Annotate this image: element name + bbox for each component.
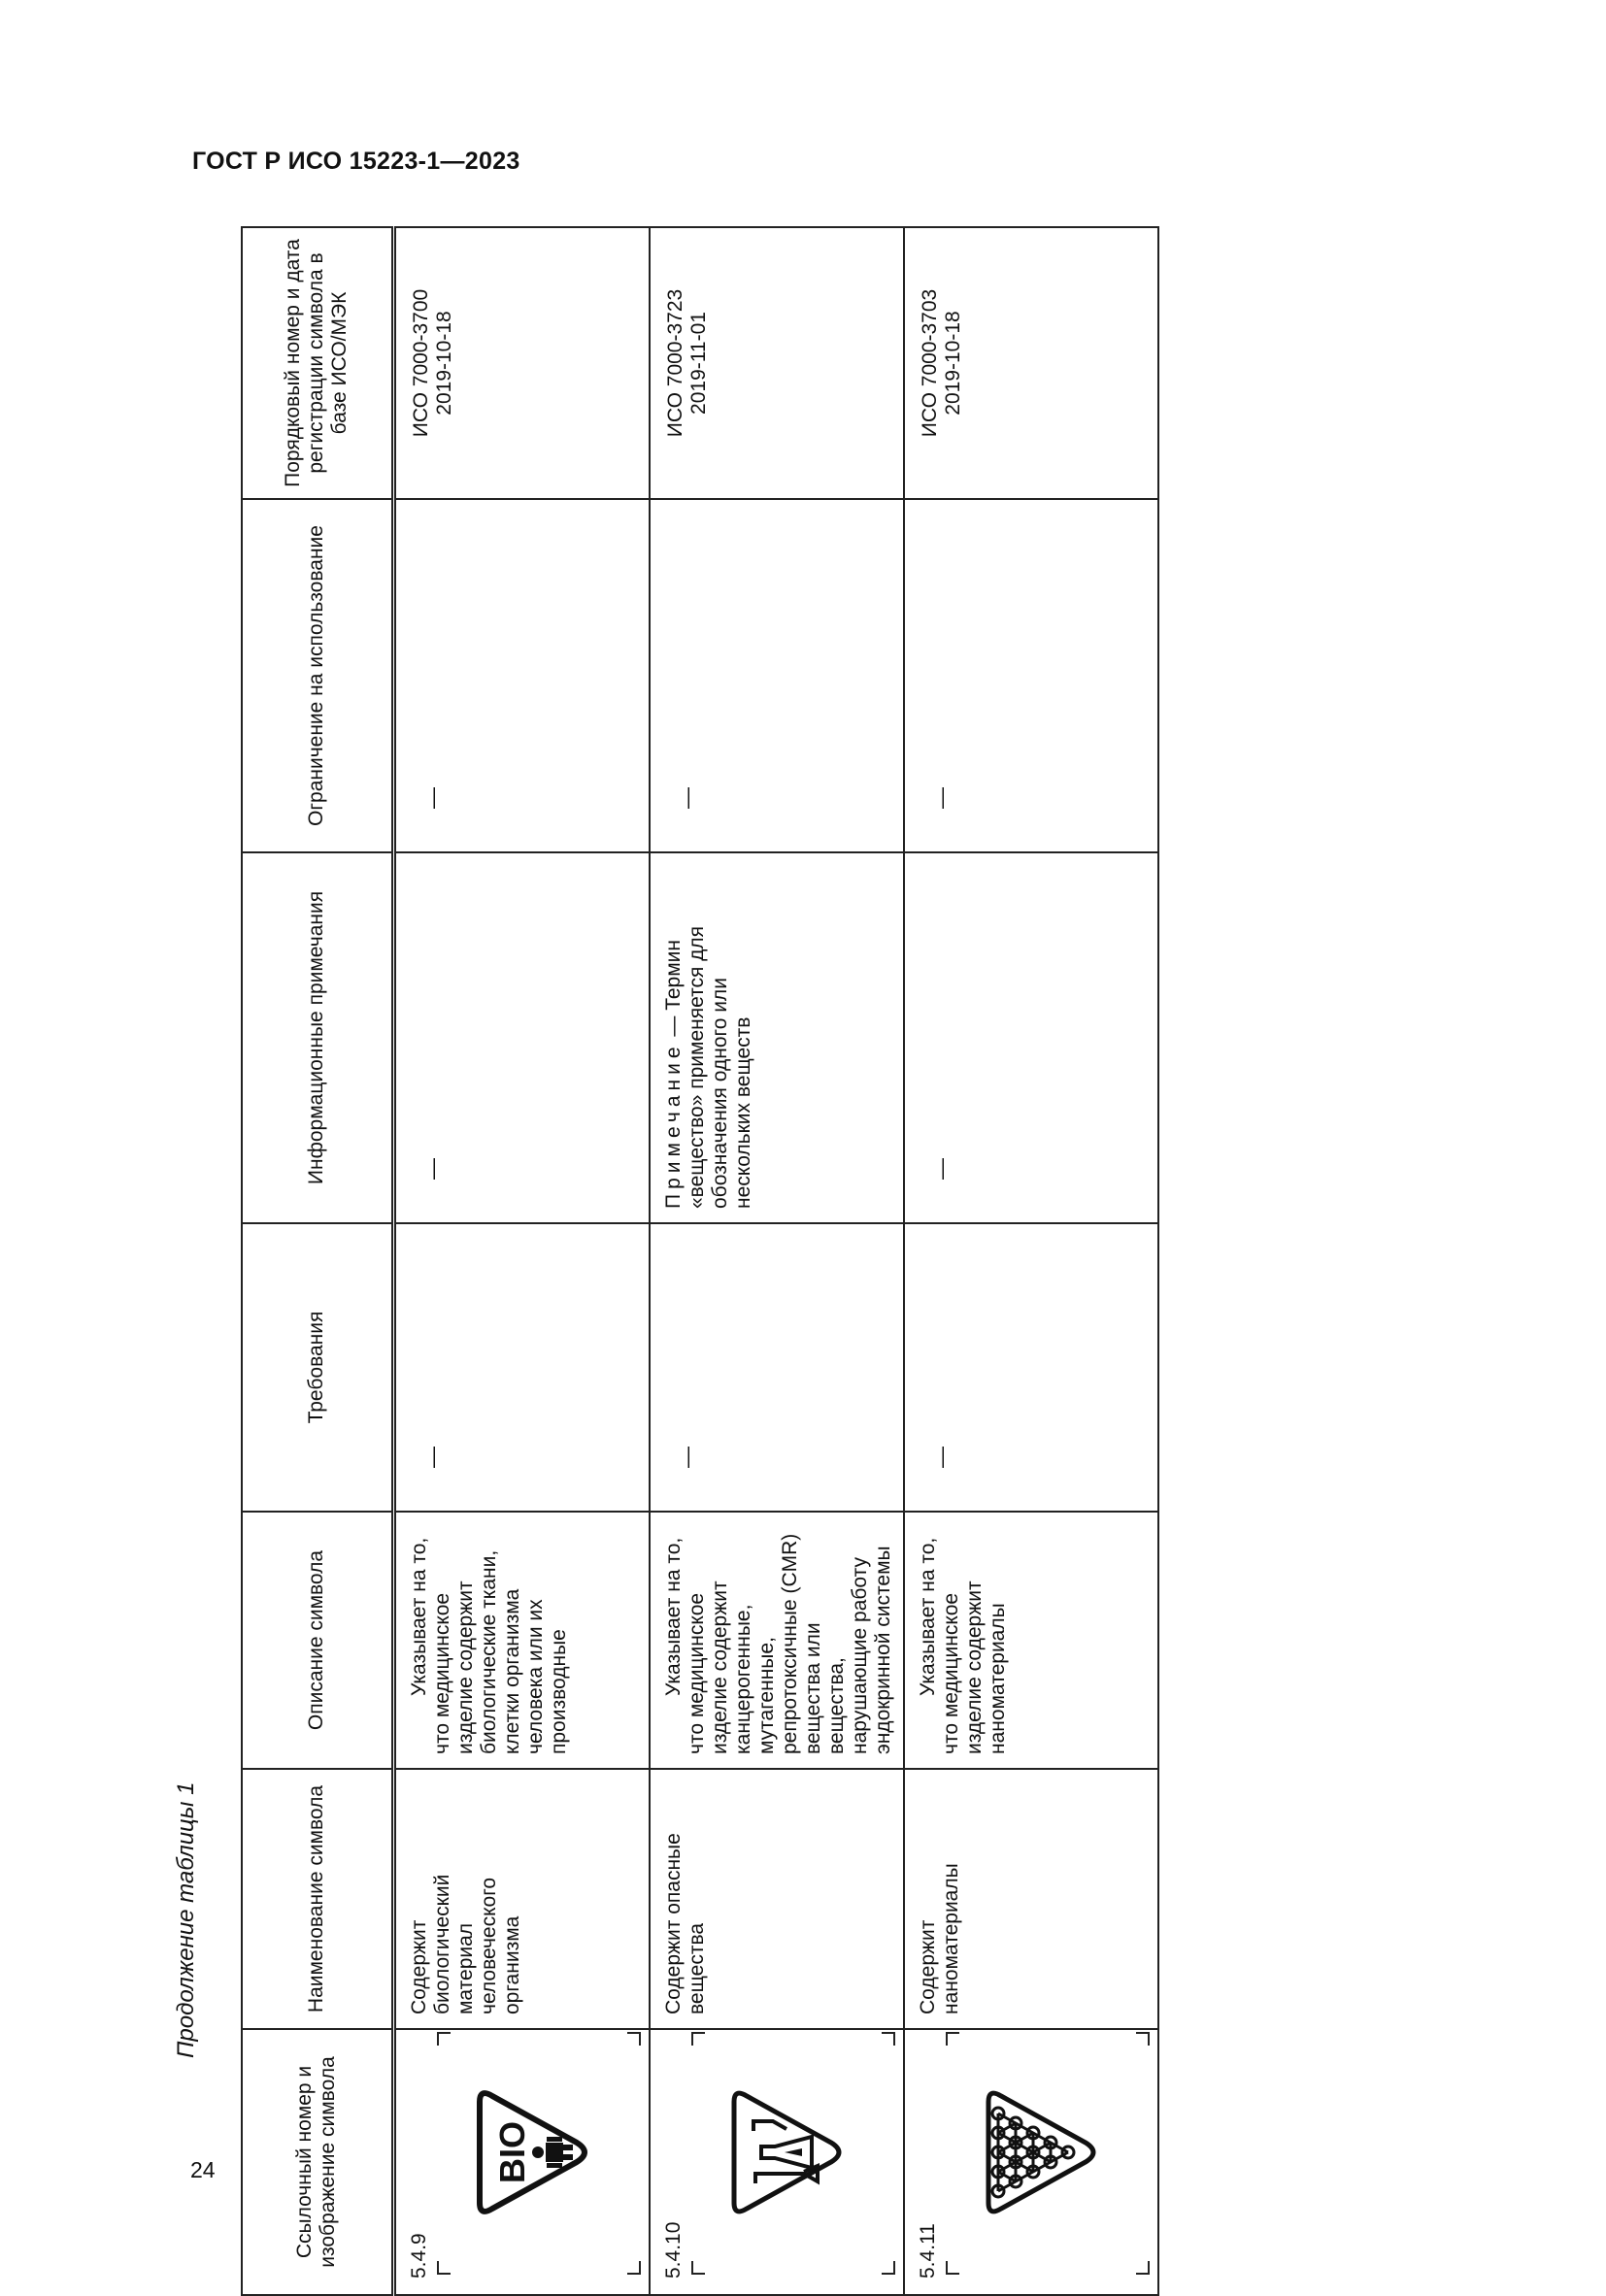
- requirements-cell: —: [650, 1223, 904, 1512]
- description-cell: Указывает на то, что медицинское изделие содержит наноматериалы: [904, 1512, 1158, 1769]
- restriction-cell: —: [650, 499, 904, 852]
- note-body: — Термин «вещество» применяется для обозначения одного или нескольких веществ: [661, 925, 754, 1209]
- registration-code: ИСО 7000-3700: [409, 288, 432, 438]
- col-header-registration: Порядковый номер и дата регистрации символа в базе ИСО/МЭК: [242, 227, 393, 499]
- table-row: [393, 227, 650, 2295]
- col-header-ref: Ссылочный номер и изображение символа: [242, 2029, 393, 2295]
- nanomaterials-icon: [971, 2084, 1107, 2220]
- note-label: Примечание: [661, 1042, 685, 1209]
- col-header-name: Наименование символа: [242, 1769, 393, 2029]
- symbol-frame: [437, 2032, 641, 2275]
- notes-cell: —: [393, 852, 650, 1223]
- col-header-description: Описание символа: [242, 1512, 393, 1769]
- document-header: ГОСТ Р ИСО 15223-1—2023: [192, 148, 520, 175]
- ref-cell: [650, 2029, 904, 2295]
- requirements-cell: —: [904, 1223, 1158, 1512]
- description-cell: Указывает на то, что медицинское изделие содержит канцерогенные, мутагенные, репротоксичные (CMR) вещества или вещества, нарушающие работу эндокринной системы: [650, 1512, 904, 1769]
- symbol-ref-number: 5.4.10: [661, 2221, 685, 2279]
- symbol-frame: [691, 2032, 895, 2275]
- description-cell: Указывает на то, что медицинское изделие содержит биологические ткани, клетки организма человека или их производные: [393, 1512, 650, 1769]
- page-number: 24: [190, 2157, 216, 2182]
- name-cell: Содержит биологический материал человеческого организма: [393, 1769, 650, 2029]
- col-header-notes: Информационные примечания: [242, 852, 393, 1223]
- table-row: [650, 227, 904, 2295]
- registration-code: ИСО 7000-3723: [663, 288, 686, 438]
- symbol-frame: [946, 2032, 1150, 2275]
- symbols-table-container: [241, 228, 1035, 2296]
- ref-cell: [393, 2029, 650, 2295]
- note-text: [662, 867, 755, 1209]
- registration-date: 2019-10-18: [432, 311, 455, 416]
- name-cell: Содержит наноматериалы: [904, 1769, 1158, 2029]
- col-header-restriction: Ограничение на использование: [242, 499, 393, 852]
- table-header-row: [242, 227, 393, 2295]
- hazardous-substances-icon: [717, 2084, 853, 2220]
- table-caption: Продолжение таблицы 1: [173, 1781, 199, 2058]
- symbol-ref-number: 5.4.9: [407, 2233, 430, 2279]
- symbols-table: [241, 226, 1159, 2296]
- notes-cell: —: [904, 852, 1158, 1223]
- registration-cell: [904, 227, 1158, 499]
- ref-cell: [904, 2029, 1158, 2295]
- restriction-cell: —: [393, 499, 650, 852]
- registration-cell: [393, 227, 650, 499]
- registration-cell: [650, 227, 904, 499]
- bio-symbol-text: BIO: [491, 2120, 532, 2184]
- name-cell: Содержит опасные вещества: [650, 1769, 904, 2029]
- registration-code: ИСО 7000-3703: [918, 288, 941, 438]
- col-header-requirements: Требования: [242, 1223, 393, 1512]
- restriction-cell: —: [904, 499, 1158, 852]
- bio-human-material-icon: [462, 2084, 598, 2220]
- registration-date: 2019-10-18: [941, 311, 964, 416]
- requirements-cell: —: [393, 1223, 650, 1512]
- table-row: [904, 227, 1158, 2295]
- symbol-ref-number: 5.4.11: [916, 2223, 939, 2279]
- registration-date: 2019-11-01: [686, 312, 710, 415]
- notes-cell: [650, 852, 904, 1223]
